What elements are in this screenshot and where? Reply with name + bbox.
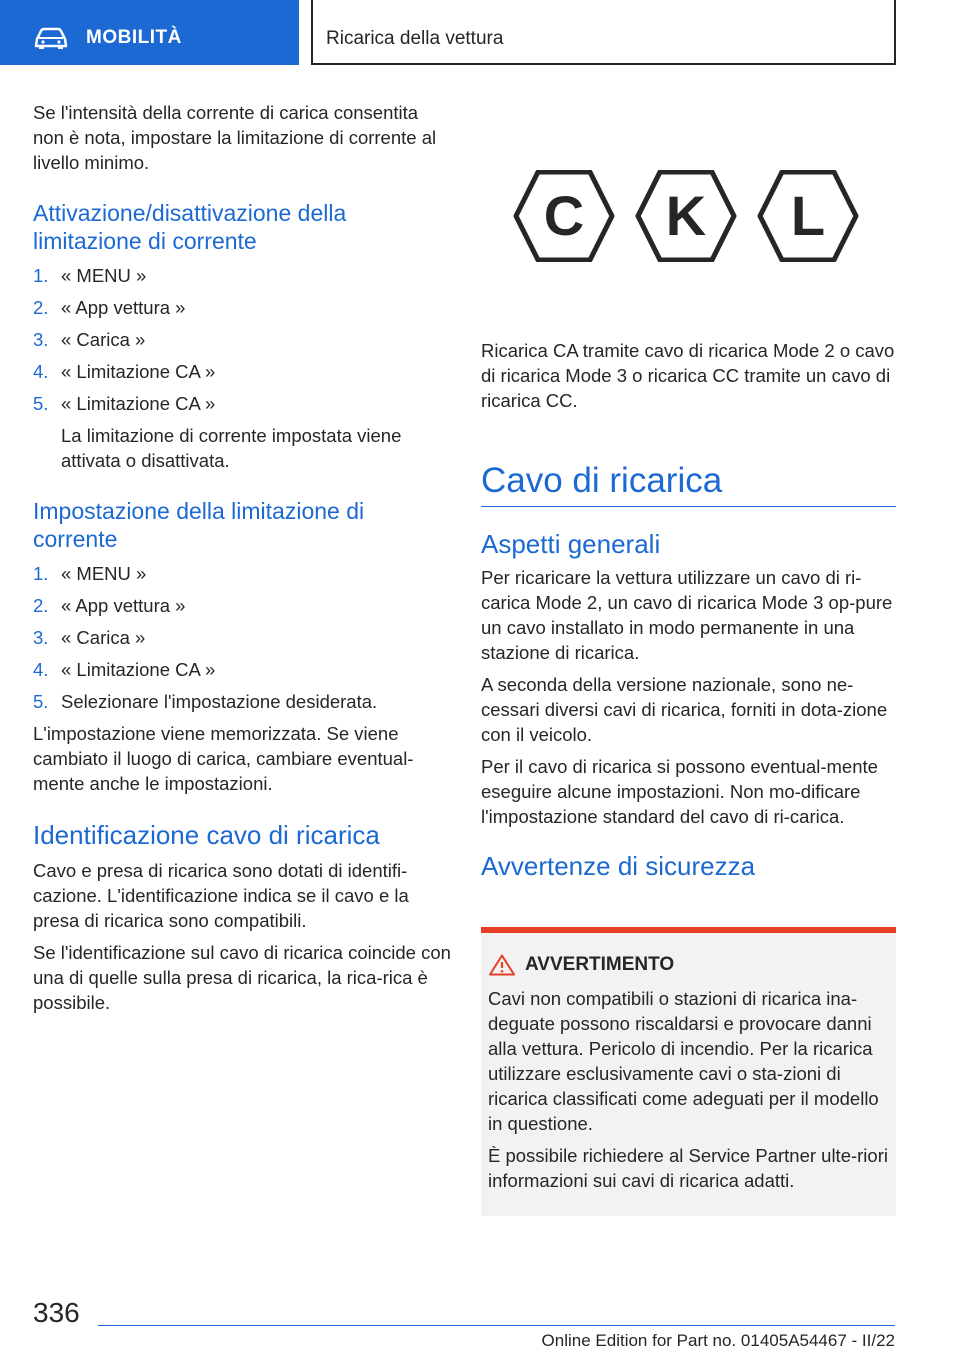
- warning-paragraph-1: Cavi non compatibili o stazioni di ricarica ina‐deguate possono riscaldarsi e provocare danni alla vettura. Pericolo di incendio. Per la ricarica utilizzare esclusivamente cavi o sta‐zioni di ricarica classificati come adeguati per il modello in questione.: [488, 988, 879, 1134]
- list-item: 5. Selezionare l'impostazione desiderata.: [33, 691, 378, 712]
- symbols-caption: Ricarica CA tramite cavo di ricarica Mode 2 o cavo di ricarica Mode 3 o ricarica CC tramite un cavo di ricarica CC.: [481, 340, 895, 411]
- activation-steps: [33, 263, 451, 473]
- list-item: 3. « Carica »: [33, 627, 146, 648]
- cable-section: [481, 460, 896, 889]
- general-paragraph-3: Per il cavo di ricarica si possono eventual‐mente eseguire alcune impostazioni. Non mo‐dificare l'impostazione standard del cavo di ri‐carica.: [481, 756, 878, 827]
- page-title: Ricarica della vettura: [326, 28, 504, 49]
- edition-text: Online Edition for Part no. 01405A54467 - II/22: [541, 1331, 895, 1350]
- identification-paragraph-2: Se l'identificazione sul cavo di ricarica coincide con una di quelle sulla presa di ricarica, la rica‐rica è possibile.: [33, 942, 451, 1013]
- safety-heading: Avvertenze di sicurezza: [481, 851, 756, 881]
- list-item: 1. « MENU »: [33, 563, 147, 584]
- list-item: 4. « Limitazione CA »: [33, 659, 216, 680]
- right-column: [481, 338, 896, 420]
- list-item: 4. « Limitazione CA »: [33, 361, 216, 382]
- identification-paragraph-1: Cavo e presa di ricarica sono dotati di identifi‐cazione. L'identificazione indica se il cavo e la presa di ricarica sono compatibili.: [33, 860, 409, 931]
- intro-paragraph: Se l'intensità della corrente di carica consentita non è nota, impostare la limitazione di corrente al livello minimo.: [33, 102, 437, 173]
- charging-symbols: [510, 170, 862, 262]
- section-label: MOBILITÀ: [86, 27, 182, 48]
- warning-paragraph-2: È possibile richiedere al Service Partner ulte‐riori informazioni sui cavi di ricarica adatti.: [488, 1145, 888, 1191]
- symbol-c-icon: [516, 172, 612, 260]
- warning-box: [481, 927, 896, 1216]
- page-number: 336: [33, 1297, 80, 1328]
- list-item: 1. « MENU »: [33, 265, 147, 286]
- general-heading: Aspetti generali: [481, 529, 661, 559]
- list-item: 5. « Limitazione CA » La limitazione di corrente impostata viene attivata o disattivata.: [33, 391, 451, 473]
- list-item: 3. « Carica »: [33, 329, 146, 350]
- footer-divider: [98, 1325, 895, 1326]
- general-paragraph-1: Per ricaricare la vettura utilizzare un cavo di ri‐carica Mode 2, un cavo di ricarica Mode 3 op‐pure un cavo installato in modo permanente in una stazione di ricarica.: [481, 567, 893, 663]
- list-item: 2. « App vettura »: [33, 595, 186, 616]
- setting-steps: [33, 561, 451, 714]
- symbol-k-letter: K: [665, 184, 707, 247]
- page-header: [311, 0, 896, 65]
- warning-header: [489, 954, 674, 976]
- step-note: La limitazione di corrente impostata viene attivata o disattivata.: [61, 425, 402, 471]
- symbol-l-icon: [760, 172, 856, 260]
- symbol-k-icon: [638, 172, 734, 260]
- activation-heading: Attivazione/disattivazione della limitazione di corrente: [33, 200, 347, 254]
- section-tab: [0, 0, 299, 65]
- warning-bar: [481, 927, 896, 933]
- general-paragraph-2: A seconda della versione nazionale, sono ne‐cessari diversi cavi di ricarica, forniti in dota‐zione con il veicolo.: [481, 674, 888, 745]
- list-item: 2. « App vettura »: [33, 297, 186, 318]
- warning-label: AVVERTIMENTO: [525, 954, 675, 975]
- section-divider: [481, 506, 896, 507]
- warning-text: [488, 986, 888, 1200]
- car-icon: [34, 27, 68, 49]
- setting-heading: Impostazione della limitazione di corrente: [33, 498, 365, 552]
- identification-heading: Identificazione cavo di ricarica: [33, 820, 380, 850]
- warning-icon: [489, 954, 515, 976]
- symbol-l-letter: L: [790, 184, 826, 247]
- left-column: [33, 100, 451, 1022]
- symbol-c-letter: C: [543, 184, 585, 247]
- section-heading: Cavo di ricarica: [481, 461, 723, 500]
- setting-after-paragraph: L'impostazione viene memorizzata. Se viene cambiato il luogo di carica, cambiare eventual‐mente anche le impostazioni.: [33, 723, 414, 794]
